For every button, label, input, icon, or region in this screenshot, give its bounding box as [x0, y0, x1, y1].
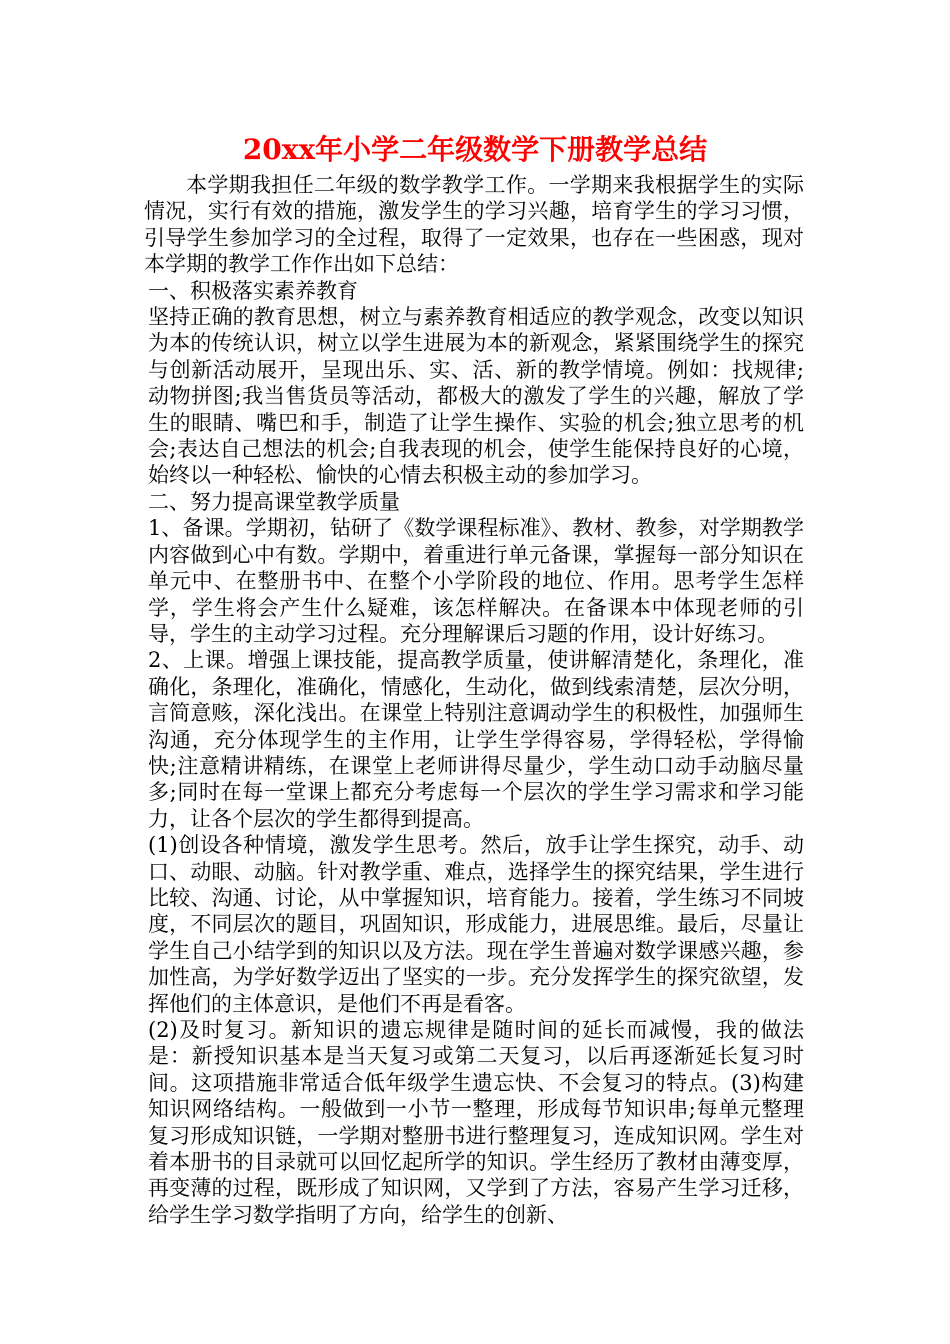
- section-heading-1: 一、积极落实素养教育: [148, 278, 358, 303]
- intro-paragraph: 本学期我担任二年级的数学教学工作。一学期来我根据学生的实际情况，实行有效的措施，激发学生的学习兴趣，培育学生的学习习惯，引导学生参加学习的全过程，取得了一定效果，也存在一些困惑，现对本学期的教学工作作出如下总结：: [144, 173, 804, 277]
- teaching-paragraph: 2、上课。增强上课技能，提高教学质量，使讲解清楚化，条理化，准确化，条理化，准确化，情感化，生动化，做到线索清楚，层次分明，言简意赅，深化浅出。在课堂上特别注意调动学生的积极性，加强师生沟通，充分体现学生的主作用，让学生学得容易，学得轻松，学得愉快;注意精讲精练，在课堂上老师讲得尽量少，学生动口动手动脑尽量多;同时在每一堂课上都充分考虑每一个层次的学生学习需求和学习能力，让各个层次的学生都得到提高。: [148, 648, 804, 831]
- document-body: [144, 172, 804, 1228]
- section-heading-2: 二、努力提高课堂教学质量: [148, 489, 400, 514]
- lesson-prep-paragraph: 1、备课。学期初，钻研了《数学课程标准》、教材、教参，对学期教学内容做到心中有数。学期中，着重进行单元备课，掌握每一部分知识在单元中、在整册书中、在整个小学阶段的地位、作用。思考学生怎样学，学生将会产生什么疑难，该怎样解决。在备课本中体现老师的引导，学生的主动学习过程。充分理解课后习题的作用，设计好练习。: [148, 516, 804, 646]
- section-1-paragraph: 坚持正确的教育思想，树立与素养教育相适应的教学观念，改变以知识为本的传统认识，树立以学生进展为本的新观念，紧紧围绕学生的探究与创新活动展开，呈现出乐、实、活、新的教学情境。例如：找规律;动物拼图;我当售货员等活动，都极大的激发了学生的兴趣，解放了学生的眼睛、嘴巴和手，制造了让学生操作、实验的机会;独立思考的机会;表达自己想法的机会;自我表现的机会，使学生能保持良好的心境，始终以一种轻松、愉快的心情去积极主动的参加学习。: [148, 305, 804, 488]
- review-paragraph: (2)及时复习。新知识的遗忘规律是随时间的延长而减慢，我的做法是：新授知识基本是当天复习或第二天复习，以后再逐渐延长复习时间。这项措施非常适合低年级学生遗忘快、不会复习的特点。(3)构建知识网络结构。一般做到一小节一整理，形成每节知识串;每单元整理复习形成知识链，一学期对整册书进行整理复习，连成知识网。学生对着本册书的目录就可以回忆起所学的知识。学生经历了教材由薄变厚，再变薄的过程，既形成了知识网，又学到了方法，容易产生学习迁移，给学生学习数学指明了方向，给学生的创新、: [148, 1018, 804, 1227]
- document-title: 20xx年小学二年级数学下册教学总结: [242, 133, 708, 166]
- situation-paragraph: (1)创设各种情境，激发学生思考。然后，放手让学生探究，动手、动口、动眼、动脑。针对教学重、难点，选择学生的探究结果，学生进行比较、沟通、讨论，从中掌握知识，培育能力。接着，学生练习不同坡度，不同层次的题目，巩固知识，形成能力，进展思维。最后，尽量让学生自己小结学到的知识以及方法。现在学生普遍对数学课感兴趣，参加性高，为学好数学迈出了坚实的一步。充分发挥学生的探究欲望，发挥他们的主体意识，是他们不再是看客。: [148, 833, 804, 1016]
